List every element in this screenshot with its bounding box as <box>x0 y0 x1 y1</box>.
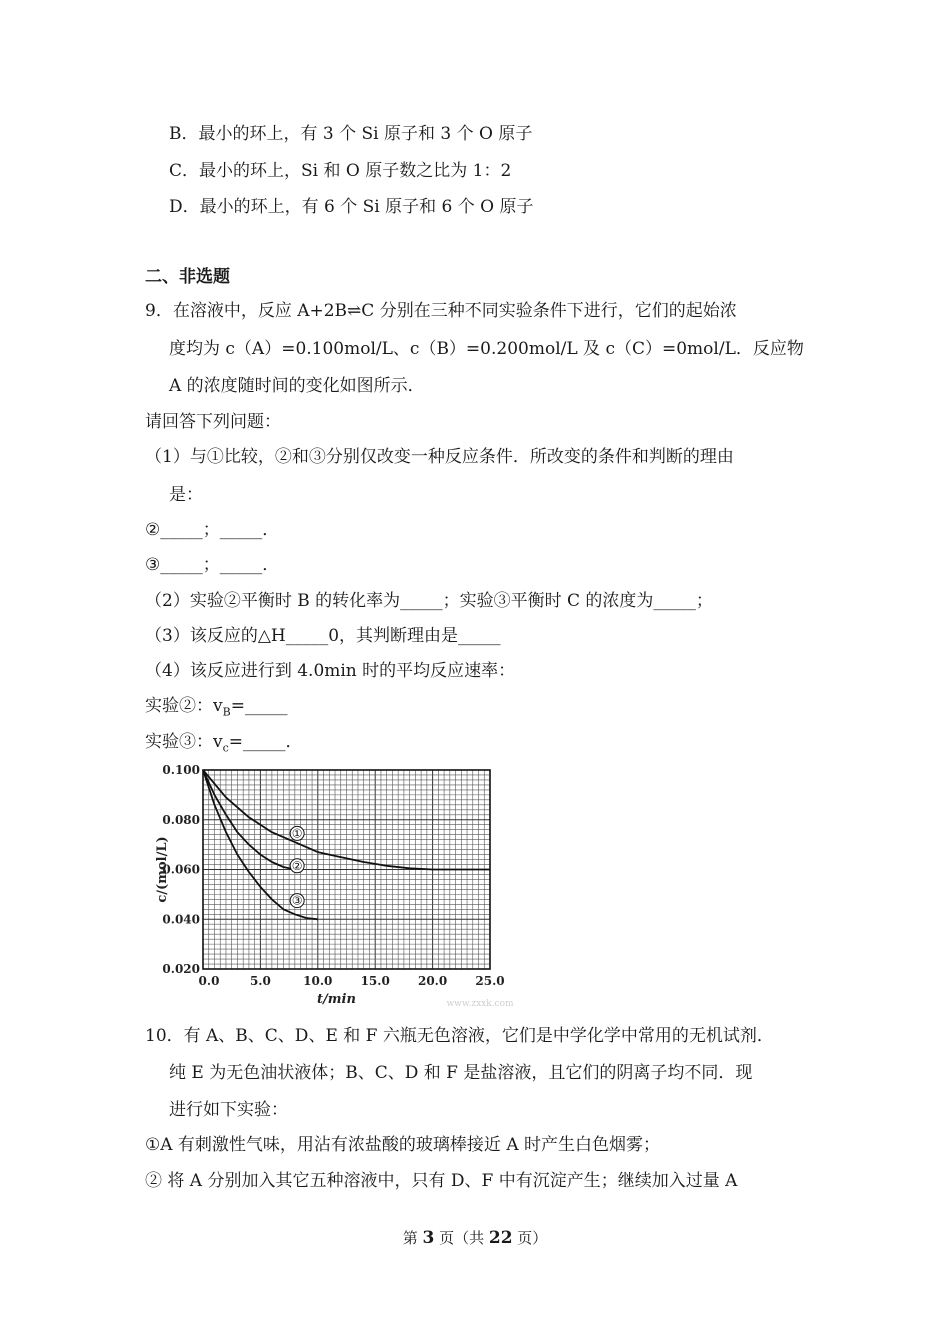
q10-item2: ② 将 A 分别加入其它五种溶液中，只有 D、F 中有沉淀产生；继续加入过量 A <box>145 1171 738 1191</box>
page-footer <box>0 1228 950 1248</box>
q9-part4: （4）该反应进行到 4.0min 时的平均反应速率： <box>145 661 516 681</box>
q9-line2: 度均为 c（A）=0.100mol/L、c（B）=0.200mol/L 及 c（C）=0mol/L．反应物 <box>169 339 804 359</box>
q9-answer-2: ②_____；_____． <box>145 520 280 540</box>
q10-item1: ①A 有刺激性气味，用沾有浓盐酸的玻璃棒接近 A 时产生白色烟雾； <box>145 1135 661 1155</box>
x-tick-label: 15.0 <box>360 974 390 988</box>
q9-part1-line2: 是： <box>169 485 203 505</box>
section-title: 二、非选题 <box>145 267 230 287</box>
x-tick-label: 20.0 <box>417 974 448 988</box>
footer-total: 22 <box>488 1228 513 1248</box>
y-tick-label: 0.020 <box>162 962 200 976</box>
y-tick-label: 0.080 <box>162 812 200 827</box>
q9-part1-line1: （1）与①比较，②和③分别仅改变一种反应条件．所改变的条件和判断的理由 <box>145 447 734 467</box>
q10-line3: 进行如下实验： <box>169 1100 288 1120</box>
q9-prompt: 请回答下列问题： <box>145 412 281 432</box>
x-tick-label: 10.0 <box>303 974 333 988</box>
exp3-prefix: 实验③：v <box>145 732 223 752</box>
option-d: D．最小的环上，有 6 个 Si 原子和 6 个 O 原子 <box>169 197 534 217</box>
q9-exp2 <box>145 695 287 723</box>
y-tick-label: 0.040 <box>162 912 200 927</box>
series-label-1: ① <box>291 826 303 841</box>
q10-line2: 纯 E 为无色油状液体；B、C、D 和 F 是盐溶液，且它们的阴离子均不同．现 <box>169 1063 753 1083</box>
footer-page: 3 <box>422 1228 435 1248</box>
q9-line1: 9．在溶液中，反应 A+2B⇌C 分别在三种不同实验条件下进行，它们的起始浓 <box>145 301 737 321</box>
exp2-suffix: =_____ <box>230 696 288 716</box>
series-label-3: ③ <box>291 893 303 908</box>
concentration-time-chart <box>150 762 530 1010</box>
exp2-sub: B <box>222 705 231 719</box>
exp3-sub: c <box>222 741 229 755</box>
q10-line1: 10．有 A、B、C、D、E 和 F 六瓶无色溶液，它们是中学化学中常用的无机试剂． <box>145 1026 774 1046</box>
x-axis-label: t/min <box>317 992 356 1007</box>
q9-part3: （3）该反应的△H_____0，其判断理由是_____ <box>145 626 501 646</box>
footer-middle: 页（共 <box>434 1229 489 1247</box>
watermark-text: www.zxxk.com <box>446 999 514 1009</box>
x-tick-label: 25.0 <box>475 974 505 988</box>
footer-prefix: 第 <box>402 1229 423 1247</box>
exp2-prefix: 实验②：v <box>145 696 223 716</box>
q9-line3: A 的浓度随时间的变化如图所示． <box>169 376 425 396</box>
y-tick-label: 0.060 <box>162 862 200 877</box>
series-label-2: ② <box>291 858 303 873</box>
chart-svg <box>150 762 530 1010</box>
exp3-suffix: =_____． <box>228 732 303 752</box>
option-b: B．最小的环上，有 3 个 Si 原子和 3 个 O 原子 <box>169 124 533 144</box>
y-axis-label: c/(mol/L) <box>155 836 170 903</box>
q9-exp3 <box>145 731 303 759</box>
y-tick-label: 0.100 <box>162 763 200 777</box>
x-tick-label: 5.0 <box>249 974 271 988</box>
footer-suffix: 页） <box>512 1229 548 1247</box>
q9-answer-3: ③_____；_____． <box>145 555 280 575</box>
option-c: C．最小的环上，Si 和 O 原子数之比为 1：2 <box>169 161 512 181</box>
q9-part2: （2）实验②平衡时 B 的转化率为_____；实验③平衡时 C 的浓度为_____； <box>145 591 713 611</box>
x-tick-label: 0.0 <box>198 974 220 988</box>
